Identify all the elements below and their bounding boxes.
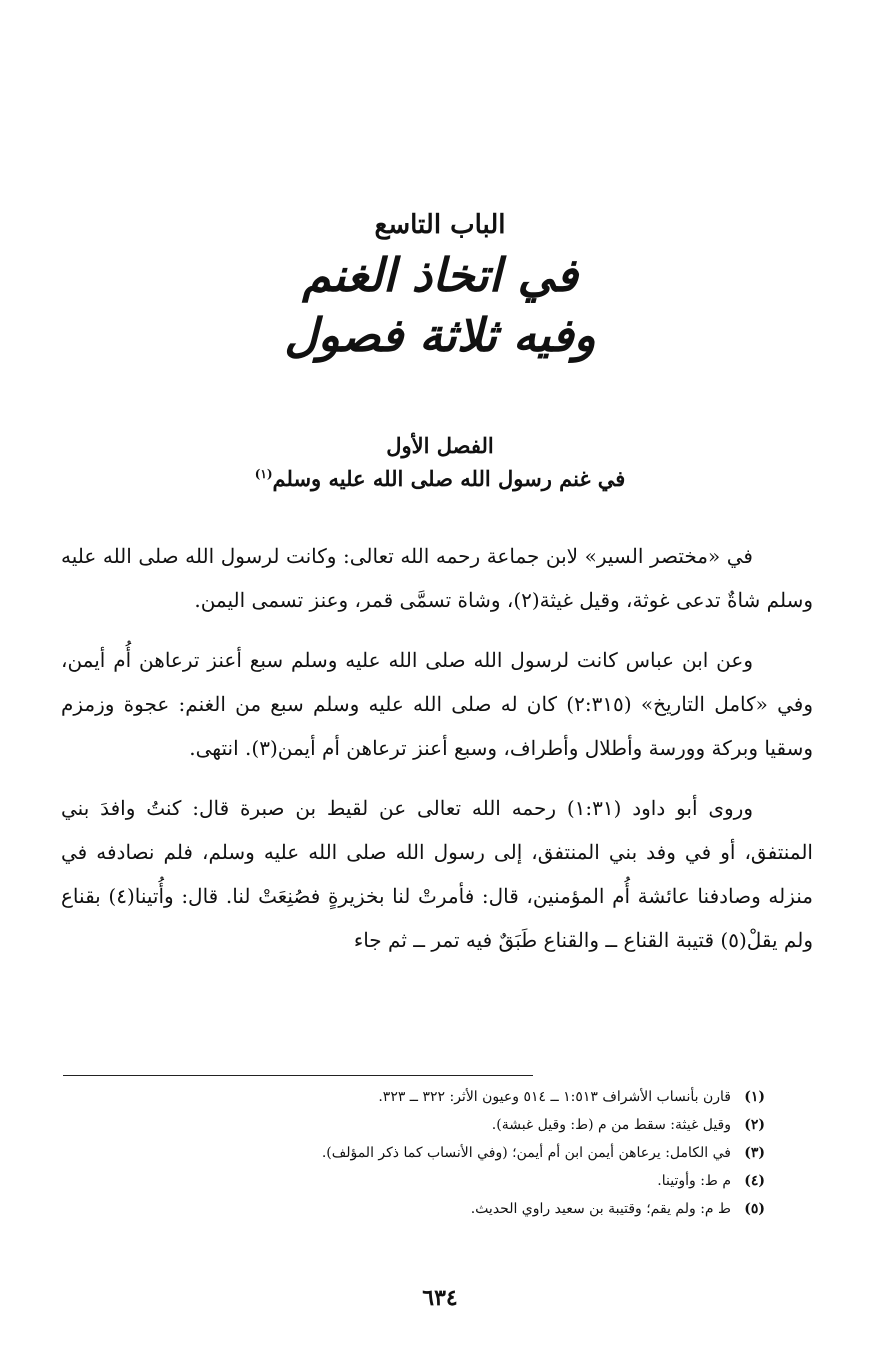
paragraph: في «مختصر السير» لابن جماعة رحمه الله تعالى: وكانت لرسول الله صلى الله عليه وسلم شاةٌ تدعى غوثة، وقيل غيثة(٢)، وشاة تسمَّى قمر، وعنز تسمى اليمن.: [61, 544, 813, 612]
footnote: [165, 1167, 765, 1195]
footnote-number: (١): [744, 1089, 765, 1105]
chapter-number: الباب التاسع: [374, 210, 506, 240]
chapter-title-block: [200, 205, 680, 365]
page-number: ٦٣٤: [422, 1285, 458, 1311]
chapter-title-line-2: وفيه ثلاثة فصول: [284, 308, 596, 362]
body-text: [61, 534, 813, 978]
footnote-number: (٢): [744, 1117, 765, 1133]
footnote-ref-1: (١): [254, 467, 273, 481]
footnote-text: ط م: ولم يقم؛ وقتيبة بن سعيد راوي الحديث.: [470, 1201, 731, 1217]
section-title: الفصل الأول: [386, 433, 494, 458]
footnote-text: قارن بأنساب الأشراف ١:٥١٣ ــ ٥١٤ وعيون الأثر: ٣٢٢ ــ ٣٢٣.: [378, 1089, 731, 1105]
chapter-title-line-1: في اتخاذ الغنم: [302, 248, 578, 302]
footnotes: [165, 1083, 765, 1223]
footnote-text: في الكامل: يرعاهن أيمن ابن أم أيمن؛ (وفي الأنساب كما ذكر المؤلف).: [321, 1145, 731, 1161]
footnote: [165, 1111, 765, 1139]
footnote: [165, 1139, 765, 1167]
paragraph: وروى أبو داود (١:٣١) رحمه الله تعالى عن لقيط بن صبرة قال: كنتُ وافدَ بني المنتفق، أو في وفد بني المنتفق، إلى رسول الله صلى الله عليه وسلم، فلم نصادفه في منزله وصادفنا عائشة أُم المؤمنين، قال: فأمرتْ لنا بخزيرةٍ فصُنِعَتْ لنا. قال: وأُتينا(٤) بقناع ولم يقلْ(٥) قتيبة القناع ــ والقناع طَبَقٌ فيه تمر ــ ثم جاء: [61, 796, 813, 952]
footnote-number: (٣): [744, 1145, 765, 1161]
footnote-number: (٥): [744, 1201, 765, 1217]
paragraph: وعن ابن عباس كانت لرسول الله صلى الله عليه وسلم سبع أعنز ترعاهن أُم أيمن، وفي «كامل التاريخ» (٢:٣١٥) كان له صلى الله عليه وسلم سبع من الغنم: عجوة وزمزم وسقيا وبركة وورسة وأطلال وأطراف، وسبع أعنز ترعاهن أم أيمن(٣). انتهى.: [61, 648, 814, 760]
footnote-divider: [63, 1075, 533, 1076]
footnote-text: م ط: وأوتينا.: [657, 1173, 731, 1189]
footnote-number: (٤): [744, 1173, 765, 1189]
footnote: [165, 1083, 765, 1111]
footnote-text: وقيل غيثة: سقط من م (ط: وقيل غبشة).: [491, 1117, 731, 1133]
section-subtitle-text: في غنم رسول الله صلى الله عليه وسلم: [272, 466, 626, 491]
section-subtitle: [150, 462, 730, 496]
footnote: [165, 1195, 765, 1223]
section-heading: [150, 430, 730, 496]
